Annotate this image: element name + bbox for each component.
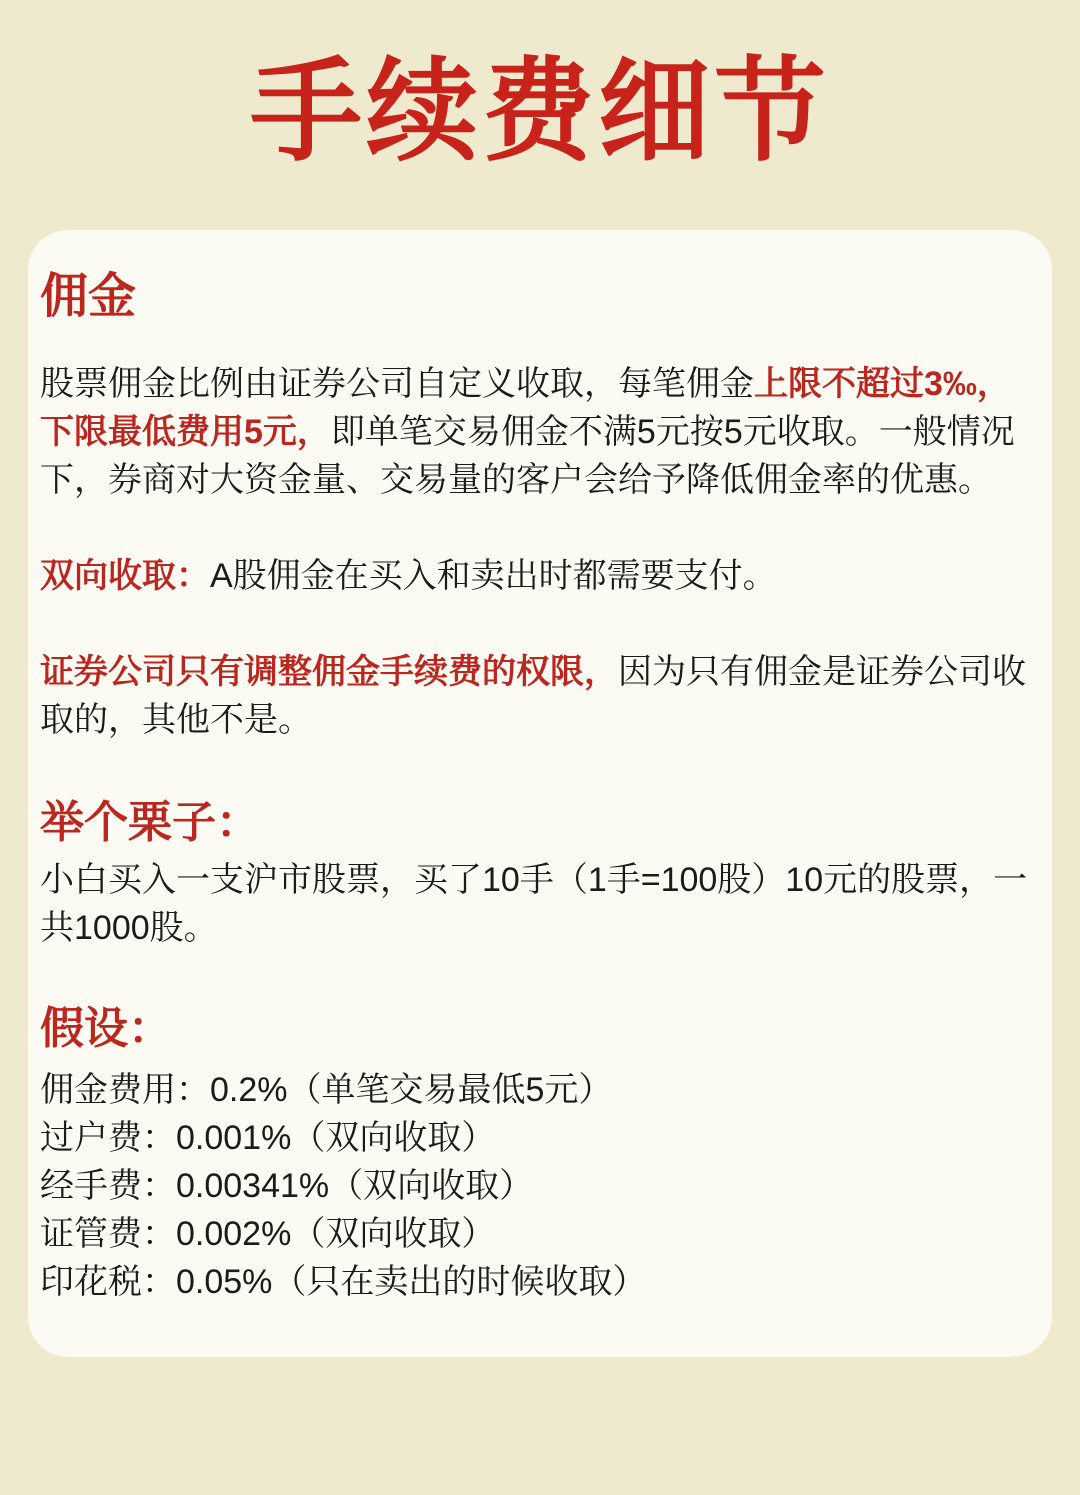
commission-rule-text-start: 股票佣金比例由证券公司自定义收取，每笔佣金	[40, 365, 754, 403]
content-card	[28, 230, 1052, 1357]
page-title: 手续费细节	[250, 49, 830, 174]
fee-item-stamp-tax: 印花税：0.05%（只在卖出的时候收取）	[40, 1263, 647, 1301]
bidirectional-charge-label: 双向收取：	[40, 557, 210, 595]
fee-list	[40, 1066, 1038, 1306]
fee-item-regulatory: 证管费：0.002%（双向收取）	[40, 1215, 496, 1253]
section-heading-commission: 佣金	[40, 270, 137, 323]
paragraph-commission-rule	[40, 360, 1038, 504]
fee-item-commission: 佣金费用：0.2%（单笔交易最低5元）	[40, 1071, 613, 1109]
paragraph-bidirectional-charge	[40, 552, 1038, 600]
broker-authority-text: 因为只有佣金是证券公司收取的，其他不是。	[40, 653, 1026, 739]
broker-authority-highlight: 证券公司只有调整佣金手续费的权限，	[40, 653, 618, 691]
fee-item-handling: 经手费：0.00341%（双向收取）	[40, 1167, 534, 1205]
paragraph-broker-authority	[40, 648, 1038, 744]
commission-rule-text-end: 即单笔交易佣金不满5元按5元收取。一般情况下，券商对大资金量、交易量的客户会给予降低佣金率的优惠。	[40, 413, 1015, 499]
paragraph-example: 小白买入一支沪市股票，买了10手（1手=100股）10元的股票，一共1000股。	[40, 861, 1028, 947]
commission-rule-highlight: 上限不超过3‰，下限最低费用5元，	[40, 365, 1011, 451]
section-heading-example: 举个栗子：	[40, 798, 260, 847]
fee-item-transfer: 过户费：0.001%（双向收取）	[40, 1119, 496, 1157]
poster-page	[0, 49, 1080, 1495]
section-heading-assumption: 假设：	[40, 1004, 172, 1053]
bidirectional-charge-text: A股佣金在买入和卖出时都需要支付。	[210, 557, 777, 595]
